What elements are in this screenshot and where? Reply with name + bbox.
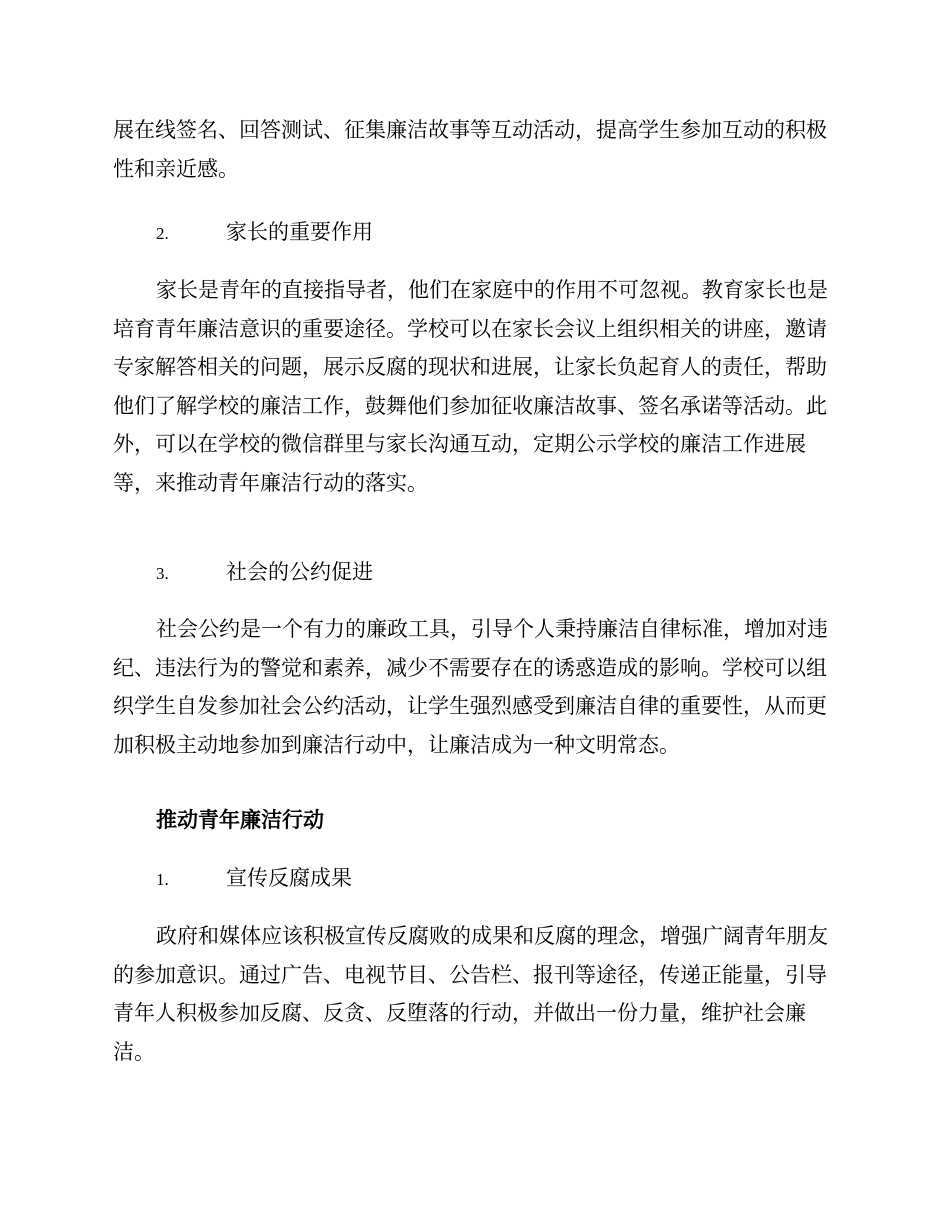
list-number: 3. (156, 564, 169, 583)
list-heading-text: 家长的重要作用 (226, 220, 373, 244)
paragraph-social-convention: 社会公约是一个有力的廉政工具，引导个人秉持廉洁自律标准，增加对违纪、违法行为的警觉和素养，减少不需要存在的诱惑造成的影响。学校可以组织学生自发参加社会公约活动，让学生强烈感受到廉洁自律的重要性，从而更加积极主动地参加到廉洁行动中，让廉洁成为一种文明常态。 (113, 617, 828, 757)
paragraph-publicity: 政府和媒体应该积极宣传反腐败的成果和反腐的理念，增强广阔青年朋友的参加意识。通过广告、电视节目、公告栏、报刊等途径，传递正能量，引导青年人积极参加反腐、反贪、反堕落的行动，并做出一份力量，维护社会廉洁。 (113, 924, 828, 1064)
list-heading-social-convention (156, 557, 373, 589)
list-heading-text: 宣传反腐成果 (226, 866, 352, 890)
list-heading-publicity (156, 863, 352, 895)
paragraph-parents-role: 家长是青年的直接指导者，他们在家庭中的作用不可忽视。教育家长也是培育青年廉洁意识的重要途径。学校可以在家长会议上组织相关的讲座，邀请专家解答相关的问题，展示反腐的现状和进展，让家长负起育人的责任，帮助他们了解学校的廉洁工作，鼓舞他们参加征收廉洁故事、签名承诺等活动。此外，可以在学校的微信群里与家长沟通互动，定期公示学校的廉洁工作进展等，来推动青年廉洁行动的落实。 (113, 278, 828, 495)
list-number: 2. (156, 224, 169, 243)
section-heading: 推动青年廉洁行动 (156, 808, 324, 832)
list-heading-text: 社会的公约促进 (226, 560, 373, 584)
list-heading-parents (156, 217, 373, 249)
paragraph-online-activities: 展在线签名、回答测试、征集廉洁故事等互动活动，提高学生参加互动的积极性和亲近感。 (113, 118, 827, 181)
list-number: 1. (156, 870, 169, 889)
